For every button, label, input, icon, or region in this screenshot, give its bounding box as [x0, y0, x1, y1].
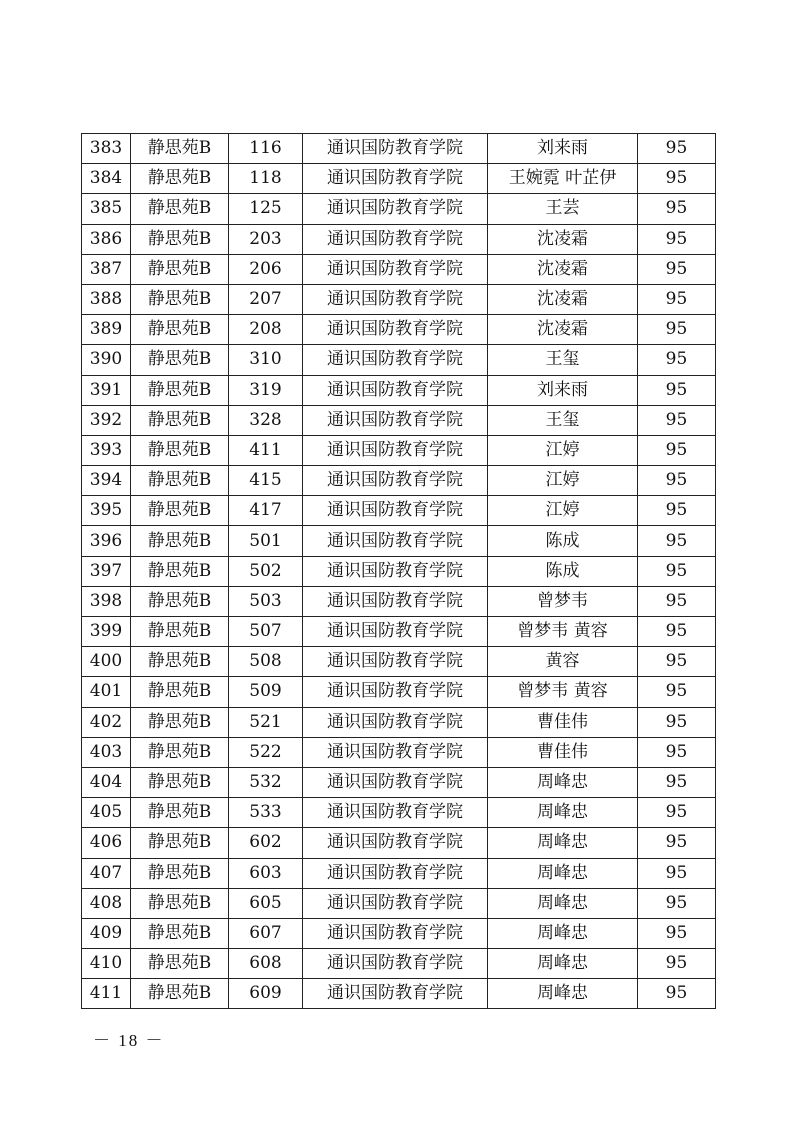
cell-building: 静思苑B	[131, 134, 229, 164]
cell-college: 通识国防教育学院	[303, 888, 488, 918]
cell-college: 通识国防教育学院	[303, 767, 488, 797]
cell-room: 609	[229, 979, 303, 1009]
cell-building: 静思苑B	[131, 284, 229, 314]
cell-college: 通识国防教育学院	[303, 194, 488, 224]
cell-room: 319	[229, 375, 303, 405]
table-row	[82, 918, 716, 948]
cell-building: 静思苑B	[131, 798, 229, 828]
cell-score: 95	[638, 949, 716, 979]
cell-score: 95	[638, 345, 716, 375]
inspection-table-container	[81, 133, 715, 1009]
cell-teacher: 王芸	[488, 194, 638, 224]
cell-college: 通识国防教育学院	[303, 435, 488, 465]
cell-building: 静思苑B	[131, 707, 229, 737]
cell-no: 399	[82, 617, 131, 647]
cell-no: 388	[82, 284, 131, 314]
cell-room: 502	[229, 556, 303, 586]
table-row	[82, 767, 716, 797]
cell-no: 408	[82, 888, 131, 918]
cell-room: 508	[229, 647, 303, 677]
table-row	[82, 284, 716, 314]
cell-teacher: 周峰忠	[488, 918, 638, 948]
cell-score: 95	[638, 496, 716, 526]
table-row	[82, 254, 716, 284]
cell-score: 95	[638, 828, 716, 858]
table-row	[82, 194, 716, 224]
cell-building: 静思苑B	[131, 194, 229, 224]
table-row	[82, 677, 716, 707]
table-row	[82, 315, 716, 345]
cell-building: 静思苑B	[131, 918, 229, 948]
cell-room: 532	[229, 767, 303, 797]
cell-college: 通识国防教育学院	[303, 345, 488, 375]
cell-building: 静思苑B	[131, 466, 229, 496]
table-row	[82, 405, 716, 435]
cell-teacher: 沈凌霜	[488, 284, 638, 314]
cell-teacher: 陈成	[488, 526, 638, 556]
cell-no: 385	[82, 194, 131, 224]
table-row	[82, 888, 716, 918]
cell-building: 静思苑B	[131, 737, 229, 767]
cell-building: 静思苑B	[131, 375, 229, 405]
table-row	[82, 707, 716, 737]
cell-no: 400	[82, 647, 131, 677]
cell-college: 通识国防教育学院	[303, 828, 488, 858]
cell-building: 静思苑B	[131, 345, 229, 375]
cell-score: 95	[638, 979, 716, 1009]
cell-room: 507	[229, 617, 303, 647]
cell-teacher: 曾梦韦	[488, 586, 638, 616]
cell-college: 通识国防教育学院	[303, 737, 488, 767]
table-row	[82, 586, 716, 616]
cell-score: 95	[638, 556, 716, 586]
page-number: － 18 －	[93, 1031, 165, 1050]
cell-score: 95	[638, 858, 716, 888]
cell-room: 522	[229, 737, 303, 767]
cell-room: 503	[229, 586, 303, 616]
table-row	[82, 798, 716, 828]
cell-no: 401	[82, 677, 131, 707]
cell-score: 95	[638, 586, 716, 616]
cell-building: 静思苑B	[131, 647, 229, 677]
cell-teacher: 刘来雨	[488, 375, 638, 405]
cell-score: 95	[638, 134, 716, 164]
cell-college: 通识国防教育学院	[303, 979, 488, 1009]
cell-score: 95	[638, 707, 716, 737]
cell-no: 402	[82, 707, 131, 737]
table-body	[82, 134, 716, 1009]
cell-college: 通识国防教育学院	[303, 254, 488, 284]
cell-no: 395	[82, 496, 131, 526]
cell-no: 392	[82, 405, 131, 435]
table-row	[82, 164, 716, 194]
cell-building: 静思苑B	[131, 405, 229, 435]
cell-room: 417	[229, 496, 303, 526]
cell-building: 静思苑B	[131, 858, 229, 888]
cell-score: 95	[638, 677, 716, 707]
cell-college: 通识国防教育学院	[303, 315, 488, 345]
cell-building: 静思苑B	[131, 556, 229, 586]
cell-college: 通识国防教育学院	[303, 224, 488, 254]
cell-no: 386	[82, 224, 131, 254]
table-row	[82, 466, 716, 496]
cell-room: 415	[229, 466, 303, 496]
cell-building: 静思苑B	[131, 617, 229, 647]
cell-teacher: 曾梦韦 黄容	[488, 677, 638, 707]
cell-building: 静思苑B	[131, 224, 229, 254]
table-row	[82, 345, 716, 375]
cell-score: 95	[638, 224, 716, 254]
cell-building: 静思苑B	[131, 254, 229, 284]
cell-building: 静思苑B	[131, 888, 229, 918]
cell-room: 208	[229, 315, 303, 345]
cell-score: 95	[638, 798, 716, 828]
cell-college: 通识国防教育学院	[303, 677, 488, 707]
cell-score: 95	[638, 254, 716, 284]
table-row	[82, 375, 716, 405]
cell-college: 通识国防教育学院	[303, 949, 488, 979]
table-row	[82, 556, 716, 586]
cell-no: 398	[82, 586, 131, 616]
cell-college: 通识国防教育学院	[303, 134, 488, 164]
table-row	[82, 526, 716, 556]
cell-no: 411	[82, 979, 131, 1009]
cell-teacher: 江婷	[488, 435, 638, 465]
cell-no: 404	[82, 767, 131, 797]
cell-room: 207	[229, 284, 303, 314]
cell-no: 403	[82, 737, 131, 767]
cell-score: 95	[638, 466, 716, 496]
cell-score: 95	[638, 405, 716, 435]
cell-teacher: 周峰忠	[488, 858, 638, 888]
cell-teacher: 刘来雨	[488, 134, 638, 164]
cell-no: 390	[82, 345, 131, 375]
cell-no: 406	[82, 828, 131, 858]
cell-building: 静思苑B	[131, 526, 229, 556]
cell-teacher: 周峰忠	[488, 979, 638, 1009]
cell-no: 407	[82, 858, 131, 888]
cell-teacher: 周峰忠	[488, 767, 638, 797]
cell-college: 通识国防教育学院	[303, 284, 488, 314]
cell-score: 95	[638, 315, 716, 345]
cell-teacher: 王玺	[488, 345, 638, 375]
table-row	[82, 224, 716, 254]
table-row	[82, 949, 716, 979]
cell-teacher: 曹佳伟	[488, 707, 638, 737]
cell-no: 396	[82, 526, 131, 556]
cell-room: 521	[229, 707, 303, 737]
cell-room: 509	[229, 677, 303, 707]
cell-college: 通识国防教育学院	[303, 918, 488, 948]
cell-score: 95	[638, 284, 716, 314]
cell-teacher: 江婷	[488, 496, 638, 526]
cell-building: 静思苑B	[131, 164, 229, 194]
cell-score: 95	[638, 888, 716, 918]
cell-college: 通识国防教育学院	[303, 556, 488, 586]
cell-room: 118	[229, 164, 303, 194]
table-row	[82, 828, 716, 858]
cell-teacher: 沈凌霜	[488, 224, 638, 254]
cell-teacher: 周峰忠	[488, 888, 638, 918]
cell-score: 95	[638, 164, 716, 194]
cell-teacher: 黄容	[488, 647, 638, 677]
cell-room: 203	[229, 224, 303, 254]
cell-college: 通识国防教育学院	[303, 496, 488, 526]
cell-room: 603	[229, 858, 303, 888]
cell-room: 206	[229, 254, 303, 284]
cell-building: 静思苑B	[131, 586, 229, 616]
table-row	[82, 858, 716, 888]
cell-room: 125	[229, 194, 303, 224]
table-row	[82, 134, 716, 164]
cell-building: 静思苑B	[131, 435, 229, 465]
cell-no: 410	[82, 949, 131, 979]
cell-score: 95	[638, 647, 716, 677]
cell-building: 静思苑B	[131, 496, 229, 526]
cell-no: 394	[82, 466, 131, 496]
cell-college: 通识国防教育学院	[303, 586, 488, 616]
cell-teacher: 周峰忠	[488, 949, 638, 979]
cell-score: 95	[638, 767, 716, 797]
cell-teacher: 曹佳伟	[488, 737, 638, 767]
cell-teacher: 陈成	[488, 556, 638, 586]
cell-score: 95	[638, 918, 716, 948]
cell-no: 397	[82, 556, 131, 586]
table-row	[82, 737, 716, 767]
cell-room: 310	[229, 345, 303, 375]
cell-teacher: 王婉霓 叶芷伊	[488, 164, 638, 194]
cell-score: 95	[638, 194, 716, 224]
cell-teacher: 周峰忠	[488, 828, 638, 858]
cell-college: 通识国防教育学院	[303, 375, 488, 405]
cell-college: 通识国防教育学院	[303, 858, 488, 888]
cell-college: 通识国防教育学院	[303, 466, 488, 496]
cell-room: 605	[229, 888, 303, 918]
cell-building: 静思苑B	[131, 315, 229, 345]
cell-room: 501	[229, 526, 303, 556]
cell-college: 通识国防教育学院	[303, 617, 488, 647]
cell-building: 静思苑B	[131, 979, 229, 1009]
cell-no: 389	[82, 315, 131, 345]
cell-teacher: 沈凌霜	[488, 315, 638, 345]
cell-room: 116	[229, 134, 303, 164]
cell-college: 通识国防教育学院	[303, 405, 488, 435]
cell-room: 608	[229, 949, 303, 979]
cell-college: 通识国防教育学院	[303, 164, 488, 194]
cell-no: 405	[82, 798, 131, 828]
cell-room: 533	[229, 798, 303, 828]
table-row	[82, 435, 716, 465]
table-row	[82, 617, 716, 647]
cell-building: 静思苑B	[131, 677, 229, 707]
inspection-table	[81, 133, 716, 1009]
cell-no: 384	[82, 164, 131, 194]
cell-score: 95	[638, 526, 716, 556]
cell-building: 静思苑B	[131, 828, 229, 858]
cell-no: 391	[82, 375, 131, 405]
cell-college: 通识国防教育学院	[303, 647, 488, 677]
cell-score: 95	[638, 435, 716, 465]
cell-room: 607	[229, 918, 303, 948]
cell-building: 静思苑B	[131, 767, 229, 797]
cell-score: 95	[638, 737, 716, 767]
cell-teacher: 沈凌霜	[488, 254, 638, 284]
cell-score: 95	[638, 617, 716, 647]
cell-teacher: 江婷	[488, 466, 638, 496]
cell-teacher: 曾梦韦 黄容	[488, 617, 638, 647]
cell-no: 409	[82, 918, 131, 948]
cell-no: 387	[82, 254, 131, 284]
cell-room: 411	[229, 435, 303, 465]
cell-college: 通识国防教育学院	[303, 526, 488, 556]
cell-teacher: 王玺	[488, 405, 638, 435]
cell-room: 602	[229, 828, 303, 858]
cell-teacher: 周峰忠	[488, 798, 638, 828]
cell-no: 383	[82, 134, 131, 164]
cell-building: 静思苑B	[131, 949, 229, 979]
cell-college: 通识国防教育学院	[303, 707, 488, 737]
cell-no: 393	[82, 435, 131, 465]
table-row	[82, 979, 716, 1009]
cell-college: 通识国防教育学院	[303, 798, 488, 828]
cell-room: 328	[229, 405, 303, 435]
table-row	[82, 647, 716, 677]
table-row	[82, 496, 716, 526]
cell-score: 95	[638, 375, 716, 405]
